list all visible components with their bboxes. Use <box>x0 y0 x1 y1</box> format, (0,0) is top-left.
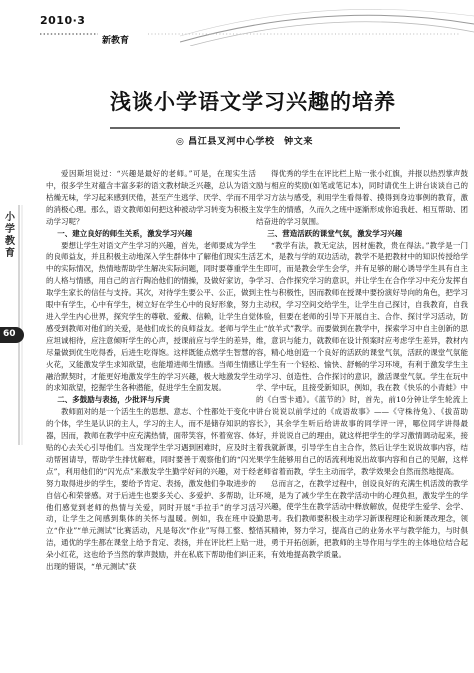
title-underline <box>110 127 400 129</box>
article-title: 浅谈小学语文学习兴趣的培养 <box>110 90 396 114</box>
section-label: 小学教育 <box>5 212 15 259</box>
header-arc-decoration <box>180 6 474 46</box>
body-paragraph: 爱因斯坦说过：“兴趣是最好的老师。”可是，在现实生活中，很多学生对蕴含丰富多彩的语文教材缺乏兴趣，总认为语文枯燥无味，学习起来感到厌倦，甚至产生逃学、厌学、学而不用的消极心理。那么，语文教师如何把这种被动学习转变为积极主动学习呢？ <box>46 169 256 226</box>
page-header <box>0 0 474 50</box>
body-paragraph: “教学有法，教无定法，因材施教，贵在得法。”教学是一门艺术，是教与学的双边活动，教学不是把教材中的知识传授给学生即可，而是教会学生会学，并有足够的耐心诱导学生具有自主学习、合作探究学习的意识，并让学生在合作学习中充分发挥自主性与积极性，因而教师在授课中要扮演好导向的角色，把学习主动权，学习空间交给学生，让学生自己探讨，自我教育，自我体验，但要在老师的引导下开展自主、合作、探讨学习活动，防止“放羊式”教学。而要做到在教学中，探索学习中自主创新的思维，意识与能力，就教师在设计预案时应考虑学生差异，教材内容，精心地创造一个良好的活跃的课堂气氛，活跃的课堂气氛能让学生有一个轻松、愉快、舒畅的学习环境，有利于激发学生主动学习、创造性、合作探讨的意识，激活课堂气氛。学生在玩中学、学中玩，且接受新知识，例如，我在教《快乐的小青蛙》中的《白雪卡通》。《蓝节的》时，首先，前10分钟让学生轮流上讲台说说以前学过的《成语故事》——《守株待兔》、《拔苗助长》，其余学生听后给讲故事的同学评一评，哪位同学讲得最好，并说说自己的理由，就这样把学生的学习激情调动起来，接着我就新课，引导学生自主合作，然后让学生说说故事内容，结果学生能够用自己的话流利地说出故事内容和自己的见解，这样老师省着而教，学生主动而学，教学效果会自然而然地提高。 <box>256 240 468 476</box>
magazine-name: 新教育 <box>102 36 130 46</box>
body-paragraph: 要想让学生对语文产生学习的兴趣，首先，老师要成为学生的良师益友，并且积极主动地深入学生群体中了解他们现实生活中的实际情况，热情地帮助学生解决实际问题，同时要尊重学生的人格与情感，用自己的言行陶冶他们的情操，及做好家访，争取学生家长的信任与支持。其次，对待学生要公平、公正，做到眼中有学生，心中有学生，树立好在学生心中的良好形象，努力进入学生内心世界，探究学生的尊敬、爱戴、信赖，让学生自觉感受到教师对他们的关爱，是他们成长的良师益友。老师与学生应坦诚相待，应注意倾听学生的心声，授课前应与学生的差异，尽量做到优生吃得香，后进生吃得饱。这样既能点燃学生智慧的火花，又能激发学生求知欲望，也能增进师生情感。当师生情感融洽默契时，才能更好地激发学生的学习兴趣，极大地激发学生的求知欲望，挖掘学生各种潜能，促进学生全面发展。 <box>46 240 256 393</box>
section-heading: 一、建立良好的师生关系，激发学习兴趣 <box>57 228 193 238</box>
body-paragraph: 教师面对的是一个活生生的思想、意志、个性都处于变化中的个体，学生是认识的主人，学习的主人，而不是储存知识的容器，因而，教师在教学中应充满热情，面带笑容，怀着宽容、体贴的心去关心引导他们。当发现学生学习遇到困难时，应及时主动帮困请导，帮助学生排忧解难，同时要善于观察他们的“闪光点”，利用他们的“闪光点”来激发学生勤学好问的兴趣，对于经努力取得进步的学生，要给予肯定、表扬，激发他们争取进步的自信心和荣誉感。对于后进生也要多关心、多爱护、多帮助，让他们感觉到老师的热情与关爱，同时开展“手拉手”的学习活动，让学生之间感到集体的关怀与温暖。例如，我在班中设立“作业”“单元测试”比赛活动，凡是每次“作业”写得工整、整洁，通优的学生都在课堂上给予肯定、表扬，并在评比栏上贴一朵小红花，这也给予当然的掌声鼓励，并在私底下帮助他们纠正出现的错误，“单元测试”获 <box>46 407 256 572</box>
body-paragraph: 总而言之，在教学过程中，创设良好的充满生机活泼的教学环境，是为了减少学生在教学活动中的心理负担，激发学生的学习兴趣，使学生在教学活动中释放解放，促使学生爱学、会学、勤思考。我们教师要积极主动学习新课程理论和新课改理念，领悟其精神，努力学习，提高自己的业务水平与教学能力，与时俱进，勇于开拓创新，把教师的主导作用与学生的主体地位结合起来，有效地提高教学质量。 <box>256 478 468 560</box>
author-line: ◎ 昌江县叉河中心学校 钟文来 <box>176 137 313 147</box>
left-column <box>46 168 256 573</box>
issue-date: 2010·3 <box>40 14 86 27</box>
right-column <box>256 168 468 561</box>
page-number: 60 <box>3 329 16 339</box>
title-block <box>110 80 430 124</box>
body-paragraph: 得优秀的学生在评比栏上贴一张小红旗，并报以热烈掌声鼓励与相应的奖励(如笔或笔记本)，同时请优生上讲台谈谈自己的学习方法与感受，利用学生看得着、摸得到身边事例的教育，激发学生的情感，久而久之班中逐渐形成你追我赶、相互帮助、团结奋进的学习氛围。 <box>256 169 468 226</box>
section-heading: 二、多鼓励与表扬，少批评与斥责 <box>57 395 170 405</box>
section-heading: 三、营造活跃的课堂气氛，激发学习兴趣 <box>267 228 403 238</box>
